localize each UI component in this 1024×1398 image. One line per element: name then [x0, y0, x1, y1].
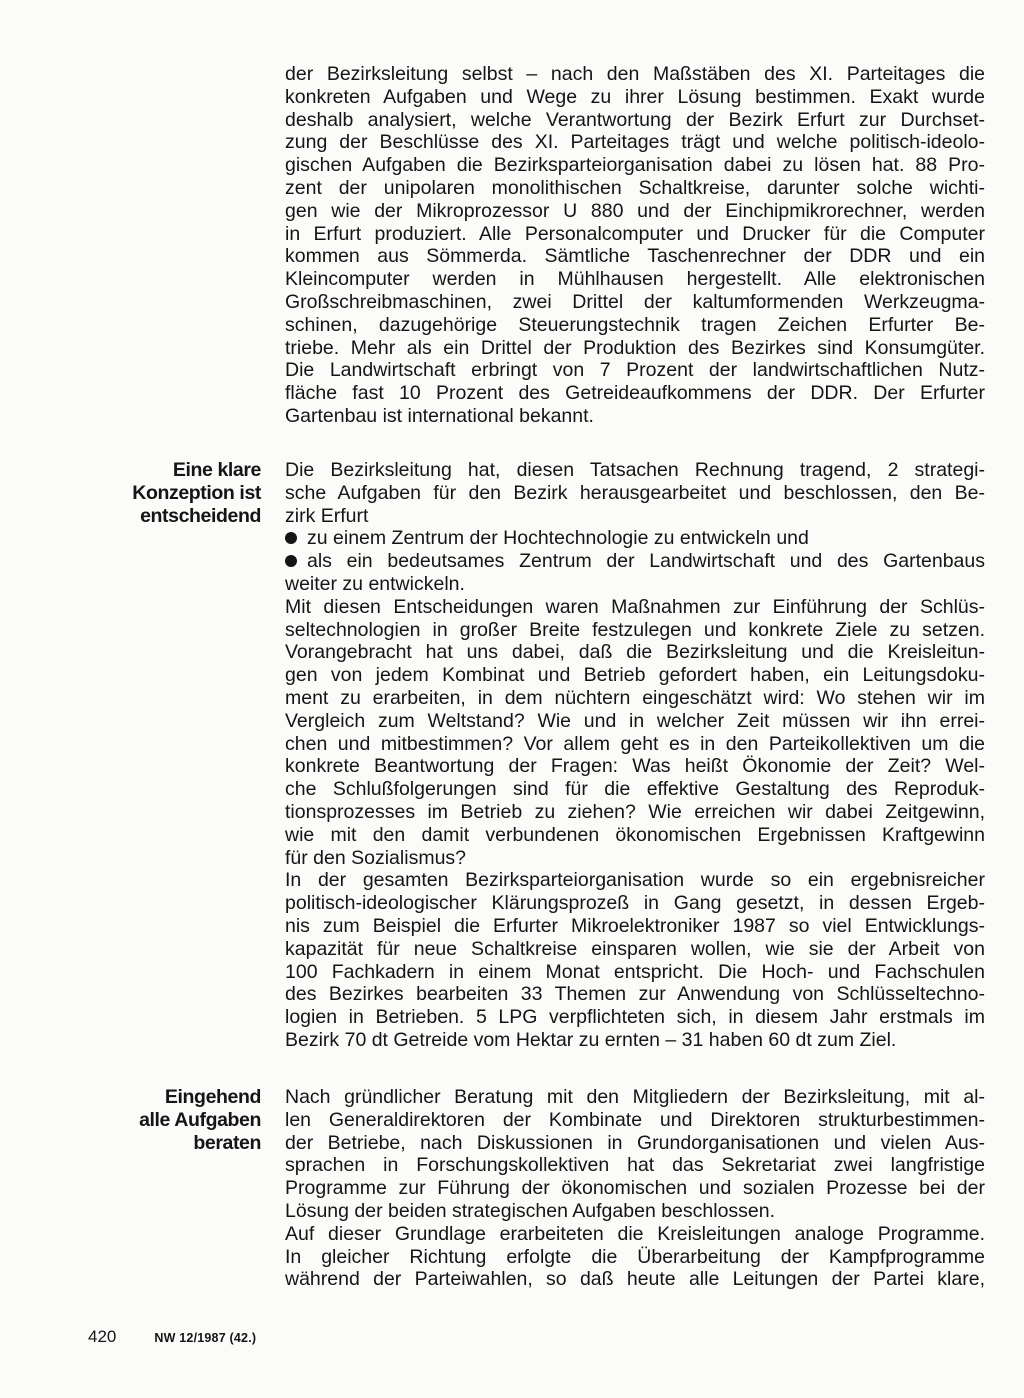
paragraph [285, 1223, 985, 1291]
text-line: zung der Beschlüsse des XI. Parteitages trägt und welche politisch-ideolo- [285, 131, 985, 154]
text-line: Gartenbau ist international bekannt. [285, 404, 594, 427]
heading-line: entscheidend [140, 504, 261, 527]
section-konzeption [285, 459, 985, 1052]
text-line: Programme zur Führung der ökonomischen und sozialen Prozesse bei der [285, 1177, 985, 1200]
text-line: ment zu erarbeiten, in dem nüchtern eingeschätzt wird: Wo stehen wir im [285, 686, 985, 709]
text-line: tionsprozesses im Betrieb zu ziehen? Wie erreichen wir dabei Zeitgewinn, [285, 800, 985, 823]
text-line: Auf dieser Grundlage erarbeiteten die Kreisleitungen analoge Programme. [285, 1222, 985, 1245]
text-line: Großschreibmaschinen, zwei Drittel der kaltumformenden Werkzeugma- [285, 290, 985, 313]
text-line: zirk Erfurt [285, 504, 369, 527]
text-line: In der gesamten Bezirksparteiorganisation wurde so ein ergebnisreicher [285, 869, 985, 892]
text-line: Mit diesen Entscheidungen waren Maßnahmen zur Einführung der Schlüs- [285, 595, 985, 618]
text-line: sche Aufgaben für den Bezirk herausgearbeitet und beschlossen, den Be- [285, 481, 985, 504]
text-line: deshalb analysiert, welche Verantwortung der Bezirk Erfurt zur Durchset- [285, 108, 985, 131]
bullet-text: zu einem Zentrum der Hochtechnologie zu entwickeln und [307, 527, 809, 550]
text-line: wie mit den damit verbundenen ökonomischen Ergebnissen Kraftgewinn [285, 823, 985, 846]
text-line: len Generaldirektoren der Kombinate und Direktoren strukturbestimmen- [285, 1108, 985, 1131]
text-line: gen von jedem Kombinat und Betrieb gefordert haben, ein Leitungsdoku- [285, 664, 985, 687]
text-line: Die Bezirksleitung hat, diesen Tatsachen Rechnung tragend, 2 strategi- [285, 459, 985, 481]
text-line: politisch-ideologischer Klärungsprozeß in Gang gesetzt, in dessen Ergeb- [285, 892, 985, 915]
bullet-text: als ein bedeutsames Zentrum der Landwirtschaft und des Gartenbaus [307, 550, 985, 573]
text-line: in Erfurt produziert. Alle Personalcomputer und Drucker für die Computer [285, 222, 985, 245]
bullet-item [285, 527, 985, 550]
text-line: nis zum Beispiel die Erfurter Mikroelektroniker 1987 so viel Entwicklungs- [285, 914, 985, 937]
heading-line: beraten [193, 1131, 261, 1154]
paragraph [285, 1086, 985, 1223]
heading-line: Eine klare [172, 459, 261, 481]
text-line: gen wie der Mikroprozessor U 880 und der Einchipmikrorechner, werden [285, 199, 985, 222]
text-line: Vergleich zum Weltstand? Wie und in welcher Zeit müssen wir ihn errei- [285, 709, 985, 732]
paragraph [285, 596, 985, 870]
heading-line: alle Aufgaben [139, 1108, 261, 1131]
page-number: 420 [88, 1327, 117, 1346]
text-line: schinen, dazugehörige Steuerungstechnik tragen Zeichen Erfurter Be- [285, 313, 985, 336]
text-line: logien in Betrieben. 5 LPG verpflichteten sich, in diesem Jahr erstmals im [285, 1006, 985, 1029]
text-line: chen und mitbestimmen? Vor allem geht es in den Parteikollektiven um die [285, 732, 985, 755]
text-line: Vorangebracht hat uns dabei, daß die Bezirksleitung und die Kreisleitun- [285, 641, 985, 664]
paragraph-intro [285, 63, 985, 428]
text-line: Die Landwirtschaft erbringt von 7 Prozent der landwirtschaftlichen Nutz- [285, 359, 985, 382]
paragraph [285, 869, 985, 1051]
text-line: kommen aus Sömmerda. Sämtliche Taschenrechner der DDR und ein [285, 245, 985, 268]
text-line: triebe. Mehr als ein Drittel der Produktion des Bezirkes sind Konsumgüter. [285, 336, 985, 359]
text-line: des Bezirkes bearbeiten 33 Themen zur Anwendung von Schlüsseltechno- [285, 983, 985, 1006]
text-line: sprachen in Forschungskollektiven hat das Sekretariat zwei langfristige [285, 1154, 985, 1177]
text-line: der Betriebe, nach Diskussionen in Grundorganisationen und vielen Aus- [285, 1131, 985, 1154]
text-line: 100 Fachkadern in einem Monat entspricht. Die Hoch- und Fachschulen [285, 960, 985, 983]
text-line: während der Parteiwahlen, so daß heute alle Leitungen der Partei klare, [285, 1268, 985, 1291]
bullet-icon [285, 555, 297, 567]
text-line: seltechnologien in großer Breite festzulegen und konkrete Ziele zu setzen. [285, 618, 985, 641]
text-line: konkrete Beantwortung der Fragen: Was heißt Ökonomie der Zeit? Wel- [285, 755, 985, 778]
text-line: für den Sozialismus? [285, 846, 467, 869]
text-line: In gleicher Richtung erfolgte die Überarbeitung der Kampfprogramme [285, 1245, 985, 1268]
text-line: Bezirk 70 dt Getreide vom Hektar zu ernten – 31 haben 60 dt zum Ziel. [285, 1028, 897, 1051]
text-line: fläche fast 10 Prozent des Getreideaufkommens der DDR. Der Erfurter [285, 382, 985, 405]
text-line: gischen Aufgaben die Bezirksparteiorganisation dabei zu lösen hat. 88 Pro- [285, 154, 985, 177]
bullet-text-continued: weiter zu entwickeln. [285, 572, 465, 595]
bullet-item [285, 550, 985, 573]
text-line: Kleincomputer werden in Mühlhausen hergestellt. Alle elektronischen [285, 268, 985, 291]
journal-issue: NW 12/1987 (42.) [154, 1331, 257, 1345]
text-line: Lösung der beiden strategischen Aufgaben beschlossen. [285, 1199, 776, 1222]
text-line: kapazität für neue Schaltkreise einsparen wollen, wie sie der Arbeit von [285, 937, 985, 960]
heading-line: Konzeption ist [132, 481, 261, 504]
paragraph [285, 459, 985, 527]
text-line: der Bezirksleitung selbst – nach den Maßstäben des XI. Parteitages die [285, 63, 985, 85]
text-line: Nach gründlicher Beratung mit den Mitgliedern der Bezirksleitung, mit al- [285, 1086, 985, 1108]
paragraph [285, 63, 985, 428]
margin-heading-aufgaben [121, 1086, 261, 1154]
bullet-icon [285, 532, 297, 544]
margin-heading-konzeption [121, 459, 261, 527]
section-aufgaben [285, 1086, 985, 1291]
page-footer [88, 1327, 256, 1347]
heading-line: Eingehend [164, 1086, 261, 1108]
text-line: che Schlußfolgerungen sind für die effektive Gestaltung des Reproduk- [285, 778, 985, 801]
text-line: konkreten Aufgaben und Wege zu ihrer Lösung bestimmen. Exakt wurde [285, 85, 985, 108]
text-line: zent der unipolaren monolithischen Schaltkreise, darunter solche wichti- [285, 176, 985, 199]
